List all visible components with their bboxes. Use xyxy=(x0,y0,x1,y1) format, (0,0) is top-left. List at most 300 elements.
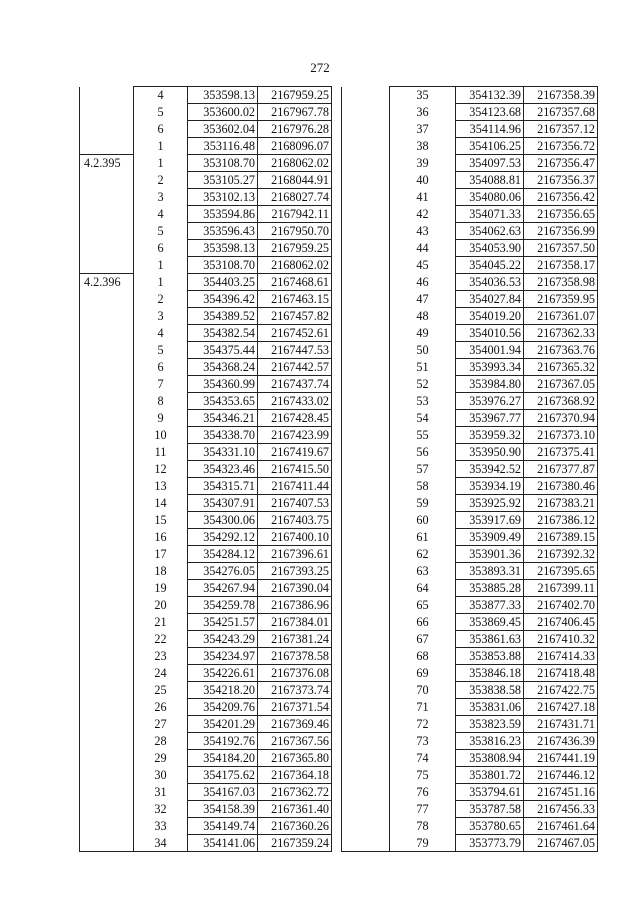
parcel-id-cell xyxy=(80,665,134,682)
parcel-id-cell xyxy=(342,784,390,801)
x-coordinate-cell: 354184.20 xyxy=(188,750,258,767)
table-row xyxy=(342,784,598,801)
parcel-id-cell xyxy=(342,189,390,206)
point-number-cell: 3 xyxy=(134,189,188,206)
x-coordinate-cell: 354226.61 xyxy=(188,665,258,682)
parcel-id-cell: 4.2.396 xyxy=(80,274,134,291)
point-number-cell: 77 xyxy=(390,801,456,818)
x-coordinate-cell: 354209.76 xyxy=(188,699,258,716)
x-coordinate-cell: 353893.31 xyxy=(456,563,524,580)
point-number-cell: 32 xyxy=(134,801,188,818)
point-number-cell: 23 xyxy=(134,648,188,665)
parcel-id-cell xyxy=(80,478,134,495)
y-coordinate-cell: 2167356.42 xyxy=(524,189,598,206)
y-coordinate-cell: 2167423.99 xyxy=(258,427,332,444)
parcel-id-cell xyxy=(80,461,134,478)
table-row xyxy=(80,87,332,104)
parcel-id-cell xyxy=(80,546,134,563)
y-coordinate-cell: 2167415.50 xyxy=(258,461,332,478)
point-number-cell: 54 xyxy=(390,410,456,427)
table-row xyxy=(80,189,332,206)
parcel-id-cell xyxy=(80,801,134,818)
table-row xyxy=(80,274,332,291)
table-row xyxy=(342,189,598,206)
table-row xyxy=(342,665,598,682)
y-coordinate-cell: 2167437.74 xyxy=(258,376,332,393)
y-coordinate-cell: 2167456.33 xyxy=(524,801,598,818)
point-number-cell: 16 xyxy=(134,529,188,546)
point-number-cell: 58 xyxy=(390,478,456,495)
x-coordinate-cell: 353105.27 xyxy=(188,172,258,189)
point-number-cell: 74 xyxy=(390,750,456,767)
parcel-id-cell xyxy=(342,682,390,699)
point-number-cell: 22 xyxy=(134,631,188,648)
y-coordinate-cell: 2167356.72 xyxy=(524,138,598,155)
x-coordinate-cell: 353598.13 xyxy=(188,87,258,104)
point-number-cell: 39 xyxy=(390,155,456,172)
parcel-id-cell xyxy=(342,835,390,852)
x-coordinate-cell: 353794.61 xyxy=(456,784,524,801)
x-coordinate-cell: 354382.54 xyxy=(188,325,258,342)
table-row xyxy=(80,648,332,665)
y-coordinate-cell: 2167361.07 xyxy=(524,308,598,325)
point-number-cell: 55 xyxy=(390,427,456,444)
y-coordinate-cell: 2168062.02 xyxy=(258,155,332,172)
y-coordinate-cell: 2167381.24 xyxy=(258,631,332,648)
y-coordinate-cell: 2167371.54 xyxy=(258,699,332,716)
table-row xyxy=(342,240,598,257)
x-coordinate-cell: 354251.57 xyxy=(188,614,258,631)
point-number-cell: 4 xyxy=(134,325,188,342)
y-coordinate-cell: 2167461.64 xyxy=(524,818,598,835)
point-number-cell: 44 xyxy=(390,240,456,257)
parcel-id-cell xyxy=(342,614,390,631)
table-row xyxy=(80,818,332,835)
y-coordinate-cell: 2167356.65 xyxy=(524,206,598,223)
table-row xyxy=(342,342,598,359)
parcel-id-cell xyxy=(342,546,390,563)
x-coordinate-cell: 353877.33 xyxy=(456,597,524,614)
x-coordinate-cell: 354106.25 xyxy=(456,138,524,155)
y-coordinate-cell: 2167375.41 xyxy=(524,444,598,461)
table-row xyxy=(80,410,332,427)
x-coordinate-cell: 353959.32 xyxy=(456,427,524,444)
point-number-cell: 67 xyxy=(390,631,456,648)
y-coordinate-cell: 2167358.39 xyxy=(524,87,598,104)
y-coordinate-cell: 2167359.95 xyxy=(524,291,598,308)
x-coordinate-cell: 354368.24 xyxy=(188,359,258,376)
x-coordinate-cell: 353909.49 xyxy=(456,529,524,546)
table-row xyxy=(80,478,332,495)
table-row xyxy=(80,291,332,308)
table-row xyxy=(80,427,332,444)
point-number-cell: 71 xyxy=(390,699,456,716)
point-number-cell: 48 xyxy=(390,308,456,325)
y-coordinate-cell: 2167976.28 xyxy=(258,121,332,138)
point-number-cell: 21 xyxy=(134,614,188,631)
y-coordinate-cell: 2167468.61 xyxy=(258,274,332,291)
x-coordinate-cell: 354353.65 xyxy=(188,393,258,410)
parcel-id-cell xyxy=(342,155,390,172)
table-row xyxy=(342,512,598,529)
table-row xyxy=(80,155,332,172)
x-coordinate-cell: 354267.94 xyxy=(188,580,258,597)
y-coordinate-cell: 2167383.21 xyxy=(524,495,598,512)
parcel-id-cell xyxy=(342,308,390,325)
point-number-cell: 31 xyxy=(134,784,188,801)
y-coordinate-cell: 2167447.53 xyxy=(258,342,332,359)
y-coordinate-cell: 2167386.12 xyxy=(524,512,598,529)
parcel-id-cell xyxy=(342,733,390,750)
x-coordinate-cell: 353846.18 xyxy=(456,665,524,682)
table-row xyxy=(342,172,598,189)
point-number-cell: 79 xyxy=(390,835,456,852)
parcel-id-cell xyxy=(342,257,390,274)
parcel-id-cell xyxy=(80,342,134,359)
parcel-id-cell xyxy=(80,410,134,427)
point-number-cell: 27 xyxy=(134,716,188,733)
point-number-cell: 60 xyxy=(390,512,456,529)
table-row xyxy=(342,104,598,121)
parcel-id-cell xyxy=(342,223,390,240)
table-row xyxy=(80,138,332,155)
x-coordinate-cell: 354403.25 xyxy=(188,274,258,291)
point-number-cell: 51 xyxy=(390,359,456,376)
y-coordinate-cell: 2167362.72 xyxy=(258,784,332,801)
point-number-cell: 66 xyxy=(390,614,456,631)
table-row xyxy=(80,529,332,546)
y-coordinate-cell: 2167452.61 xyxy=(258,325,332,342)
point-number-cell: 53 xyxy=(390,393,456,410)
table-row xyxy=(342,206,598,223)
table-row xyxy=(80,512,332,529)
y-coordinate-cell: 2167367.56 xyxy=(258,733,332,750)
table-row xyxy=(342,274,598,291)
point-number-cell: 1 xyxy=(134,155,188,172)
parcel-id-cell xyxy=(342,359,390,376)
parcel-id-cell xyxy=(80,240,134,257)
parcel-id-cell xyxy=(80,648,134,665)
x-coordinate-cell: 354243.29 xyxy=(188,631,258,648)
point-number-cell: 10 xyxy=(134,427,188,444)
table-row xyxy=(80,665,332,682)
y-coordinate-cell: 2168027.74 xyxy=(258,189,332,206)
page-number: 272 xyxy=(310,60,330,75)
parcel-id-cell xyxy=(342,87,390,104)
y-coordinate-cell: 2167380.46 xyxy=(524,478,598,495)
x-coordinate-cell: 353801.72 xyxy=(456,767,524,784)
y-coordinate-cell: 2167368.92 xyxy=(524,393,598,410)
point-number-cell: 18 xyxy=(134,563,188,580)
x-coordinate-cell: 354234.97 xyxy=(188,648,258,665)
point-number-cell: 6 xyxy=(134,240,188,257)
table-row xyxy=(342,699,598,716)
point-number-cell: 47 xyxy=(390,291,456,308)
x-coordinate-cell: 353787.58 xyxy=(456,801,524,818)
x-coordinate-cell: 354019.20 xyxy=(456,308,524,325)
y-coordinate-cell: 2167370.94 xyxy=(524,410,598,427)
x-coordinate-cell: 353116.48 xyxy=(188,138,258,155)
x-coordinate-cell: 354001.94 xyxy=(456,342,524,359)
y-coordinate-cell: 2168062.02 xyxy=(258,257,332,274)
table-row xyxy=(80,257,332,274)
point-number-cell: 62 xyxy=(390,546,456,563)
parcel-id-cell xyxy=(80,325,134,342)
point-number-cell: 15 xyxy=(134,512,188,529)
point-number-cell: 33 xyxy=(134,818,188,835)
x-coordinate-cell: 353885.28 xyxy=(456,580,524,597)
table-row xyxy=(80,546,332,563)
x-coordinate-cell: 353925.92 xyxy=(456,495,524,512)
x-coordinate-cell: 354149.74 xyxy=(188,818,258,835)
coordinates-table-right-body xyxy=(342,87,598,852)
coordinates-table-left xyxy=(79,86,332,852)
y-coordinate-cell: 2167396.61 xyxy=(258,546,332,563)
parcel-id-cell xyxy=(342,461,390,478)
table-row xyxy=(342,359,598,376)
y-coordinate-cell: 2168044.91 xyxy=(258,172,332,189)
parcel-id-cell xyxy=(342,597,390,614)
point-number-cell: 5 xyxy=(134,223,188,240)
table-row xyxy=(80,240,332,257)
y-coordinate-cell: 2167377.87 xyxy=(524,461,598,478)
point-number-cell: 35 xyxy=(390,87,456,104)
y-coordinate-cell: 2167357.50 xyxy=(524,240,598,257)
table-row xyxy=(80,699,332,716)
point-number-cell: 2 xyxy=(134,291,188,308)
point-number-cell: 37 xyxy=(390,121,456,138)
table-row xyxy=(80,716,332,733)
y-coordinate-cell: 2167373.10 xyxy=(524,427,598,444)
point-number-cell: 8 xyxy=(134,393,188,410)
x-coordinate-cell: 353934.19 xyxy=(456,478,524,495)
y-coordinate-cell: 2167373.74 xyxy=(258,682,332,699)
y-coordinate-cell: 2167428.45 xyxy=(258,410,332,427)
x-coordinate-cell: 353823.59 xyxy=(456,716,524,733)
table-row xyxy=(80,495,332,512)
x-coordinate-cell: 353816.23 xyxy=(456,733,524,750)
y-coordinate-cell: 2167427.18 xyxy=(524,699,598,716)
table-row xyxy=(342,733,598,750)
table-row xyxy=(342,835,598,852)
parcel-id-cell xyxy=(80,376,134,393)
parcel-id-cell xyxy=(80,444,134,461)
coordinates-table-right xyxy=(341,86,598,852)
x-coordinate-cell: 353984.80 xyxy=(456,376,524,393)
point-number-cell: 52 xyxy=(390,376,456,393)
x-coordinate-cell: 354097.53 xyxy=(456,155,524,172)
point-number-cell: 2 xyxy=(134,172,188,189)
y-coordinate-cell: 2167390.04 xyxy=(258,580,332,597)
table-row xyxy=(342,291,598,308)
point-number-cell: 63 xyxy=(390,563,456,580)
y-coordinate-cell: 2167407.53 xyxy=(258,495,332,512)
point-number-cell: 24 xyxy=(134,665,188,682)
y-coordinate-cell: 2167400.10 xyxy=(258,529,332,546)
point-number-cell: 1 xyxy=(134,274,188,291)
x-coordinate-cell: 353596.43 xyxy=(188,223,258,240)
table-row xyxy=(342,546,598,563)
parcel-id-cell xyxy=(80,682,134,699)
point-number-cell: 19 xyxy=(134,580,188,597)
parcel-id-cell xyxy=(342,648,390,665)
x-coordinate-cell: 353108.70 xyxy=(188,155,258,172)
parcel-id-cell xyxy=(342,512,390,529)
table-row xyxy=(80,104,332,121)
x-coordinate-cell: 354192.76 xyxy=(188,733,258,750)
point-number-cell: 25 xyxy=(134,682,188,699)
parcel-id-cell xyxy=(80,750,134,767)
y-coordinate-cell: 2167358.17 xyxy=(524,257,598,274)
x-coordinate-cell: 354307.91 xyxy=(188,495,258,512)
x-coordinate-cell: 354027.84 xyxy=(456,291,524,308)
parcel-id-cell xyxy=(342,138,390,155)
point-number-cell: 40 xyxy=(390,172,456,189)
point-number-cell: 61 xyxy=(390,529,456,546)
point-number-cell: 59 xyxy=(390,495,456,512)
parcel-id-cell xyxy=(80,835,134,852)
parcel-id-cell xyxy=(342,801,390,818)
table-row xyxy=(80,325,332,342)
parcel-id-cell xyxy=(80,733,134,750)
x-coordinate-cell: 354132.39 xyxy=(456,87,524,104)
parcel-id-cell xyxy=(80,172,134,189)
x-coordinate-cell: 354300.06 xyxy=(188,512,258,529)
point-number-cell: 4 xyxy=(134,87,188,104)
point-number-cell: 9 xyxy=(134,410,188,427)
table-row xyxy=(80,206,332,223)
point-number-cell: 43 xyxy=(390,223,456,240)
y-coordinate-cell: 2167376.08 xyxy=(258,665,332,682)
table-row xyxy=(342,138,598,155)
parcel-id-cell: 4.2.395 xyxy=(80,155,134,172)
table-row xyxy=(80,801,332,818)
parcel-id-cell xyxy=(80,784,134,801)
point-number-cell: 13 xyxy=(134,478,188,495)
x-coordinate-cell: 354218.20 xyxy=(188,682,258,699)
x-coordinate-cell: 353869.45 xyxy=(456,614,524,631)
y-coordinate-cell: 2167356.47 xyxy=(524,155,598,172)
table-row xyxy=(342,631,598,648)
y-coordinate-cell: 2167463.15 xyxy=(258,291,332,308)
x-coordinate-cell: 353598.13 xyxy=(188,240,258,257)
table-row xyxy=(80,767,332,784)
table-row xyxy=(80,733,332,750)
x-coordinate-cell: 353853.88 xyxy=(456,648,524,665)
x-coordinate-cell: 354396.42 xyxy=(188,291,258,308)
table-row xyxy=(342,121,598,138)
y-coordinate-cell: 2167446.12 xyxy=(524,767,598,784)
parcel-id-cell xyxy=(80,206,134,223)
table-row xyxy=(342,801,598,818)
y-coordinate-cell: 2167467.05 xyxy=(524,835,598,852)
parcel-id-cell xyxy=(342,716,390,733)
table-row xyxy=(342,818,598,835)
parcel-id-cell xyxy=(80,631,134,648)
point-number-cell: 69 xyxy=(390,665,456,682)
x-coordinate-cell: 353838.58 xyxy=(456,682,524,699)
parcel-id-cell xyxy=(342,325,390,342)
point-number-cell: 1 xyxy=(134,257,188,274)
x-coordinate-cell: 354114.96 xyxy=(456,121,524,138)
x-coordinate-cell: 353861.63 xyxy=(456,631,524,648)
table-row xyxy=(80,835,332,852)
parcel-id-cell xyxy=(80,138,134,155)
parcel-id-cell xyxy=(342,818,390,835)
point-number-cell: 4 xyxy=(134,206,188,223)
point-number-cell: 5 xyxy=(134,342,188,359)
x-coordinate-cell: 353976.27 xyxy=(456,393,524,410)
y-coordinate-cell: 2167431.71 xyxy=(524,716,598,733)
parcel-id-cell xyxy=(342,631,390,648)
table-row xyxy=(342,529,598,546)
x-coordinate-cell: 354389.52 xyxy=(188,308,258,325)
parcel-id-cell xyxy=(342,206,390,223)
point-number-cell: 7 xyxy=(134,376,188,393)
coordinates-table-left-body xyxy=(80,87,332,852)
table-row xyxy=(342,648,598,665)
table-row xyxy=(342,325,598,342)
point-number-cell: 56 xyxy=(390,444,456,461)
parcel-id-cell xyxy=(342,563,390,580)
point-number-cell: 12 xyxy=(134,461,188,478)
y-coordinate-cell: 2167967.78 xyxy=(258,104,332,121)
x-coordinate-cell: 354346.21 xyxy=(188,410,258,427)
y-coordinate-cell: 2167414.33 xyxy=(524,648,598,665)
parcel-id-cell xyxy=(342,529,390,546)
table-row xyxy=(342,376,598,393)
table-row xyxy=(80,308,332,325)
parcel-id-cell xyxy=(342,274,390,291)
y-coordinate-cell: 2167442.57 xyxy=(258,359,332,376)
table-row xyxy=(342,682,598,699)
y-coordinate-cell: 2167419.67 xyxy=(258,444,332,461)
parcel-id-cell xyxy=(342,376,390,393)
y-coordinate-cell: 2167395.65 xyxy=(524,563,598,580)
point-number-cell: 49 xyxy=(390,325,456,342)
parcel-id-cell xyxy=(80,614,134,631)
table-row xyxy=(80,121,332,138)
parcel-id-cell xyxy=(80,189,134,206)
table-row xyxy=(342,716,598,733)
x-coordinate-cell: 353993.34 xyxy=(456,359,524,376)
table-row xyxy=(80,461,332,478)
x-coordinate-cell: 353831.06 xyxy=(456,699,524,716)
parcel-id-cell xyxy=(80,716,134,733)
x-coordinate-cell: 354088.81 xyxy=(456,172,524,189)
x-coordinate-cell: 353967.77 xyxy=(456,410,524,427)
y-coordinate-cell: 2167457.82 xyxy=(258,308,332,325)
y-coordinate-cell: 2167360.26 xyxy=(258,818,332,835)
parcel-id-cell xyxy=(342,121,390,138)
x-coordinate-cell: 354053.90 xyxy=(456,240,524,257)
point-number-cell: 6 xyxy=(134,359,188,376)
parcel-id-cell xyxy=(342,410,390,427)
table-row xyxy=(342,580,598,597)
point-number-cell: 68 xyxy=(390,648,456,665)
parcel-id-cell xyxy=(80,87,134,104)
table-row xyxy=(342,478,598,495)
y-coordinate-cell: 2167959.25 xyxy=(258,87,332,104)
parcel-id-cell xyxy=(80,699,134,716)
parcel-id-cell xyxy=(342,580,390,597)
table-row xyxy=(80,614,332,631)
table-row xyxy=(342,427,598,444)
x-coordinate-cell: 353942.52 xyxy=(456,461,524,478)
point-number-cell: 65 xyxy=(390,597,456,614)
y-coordinate-cell: 2167357.68 xyxy=(524,104,598,121)
parcel-id-cell xyxy=(342,427,390,444)
